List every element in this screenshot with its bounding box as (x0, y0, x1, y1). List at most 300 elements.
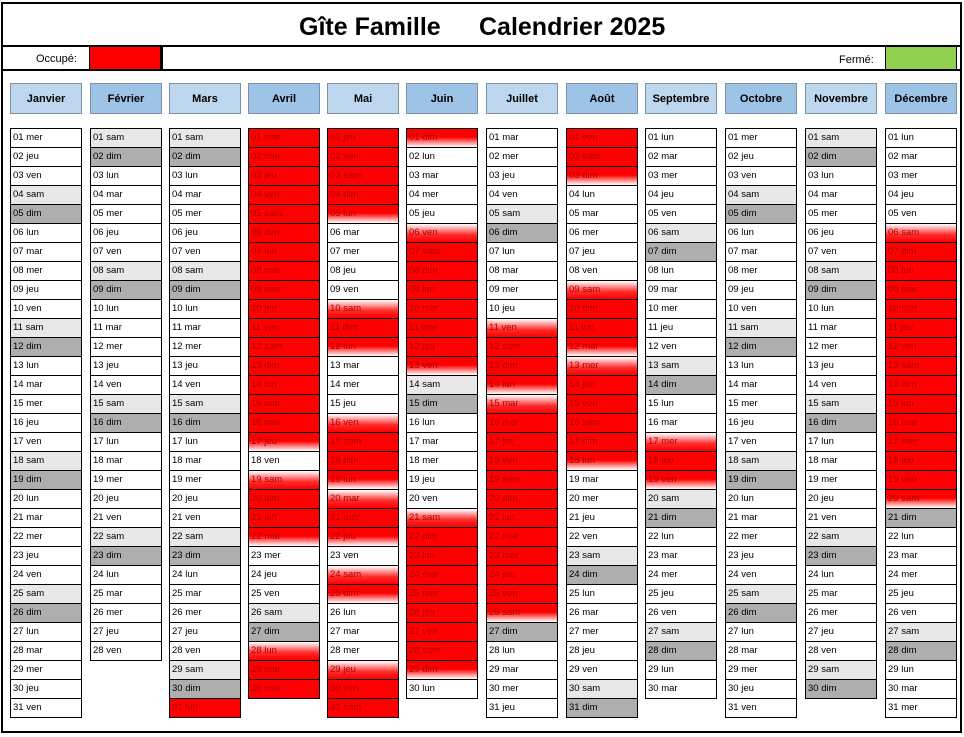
day-cell[interactable]: 01 lun (645, 129, 717, 148)
day-cell[interactable]: 11 mar (90, 319, 162, 338)
day-cell[interactable]: 02 dim (805, 148, 877, 167)
day-cell[interactable]: 16 mar (645, 414, 717, 433)
day-cell[interactable]: 09 mer (486, 281, 558, 300)
day-cell[interactable]: 17 jeu (486, 433, 558, 452)
day-cell[interactable]: 28 ven (90, 642, 162, 661)
day-cell[interactable]: 09 lun (406, 281, 478, 300)
day-cell[interactable]: 22 dim (406, 528, 478, 547)
day-cell[interactable]: 17 ven (10, 433, 82, 452)
day-cell[interactable]: 11 jeu (645, 319, 717, 338)
day-cell[interactable]: 06 jeu (805, 224, 877, 243)
day-cell[interactable]: 14 mar (725, 376, 797, 395)
day-cell[interactable]: 09 ven (327, 281, 399, 300)
day-cell[interactable]: 14 ven (169, 376, 241, 395)
day-cell[interactable]: 25 mar (90, 585, 162, 604)
day-cell[interactable]: 08 sam (169, 262, 241, 281)
day-cell[interactable]: 12 dim (725, 338, 797, 357)
day-cell[interactable]: 01 dim (406, 129, 478, 148)
day-cell[interactable]: 02 ven (327, 148, 399, 167)
day-cell[interactable]: 05 dim (725, 205, 797, 224)
day-cell[interactable]: 08 lun (885, 262, 957, 281)
day-cell[interactable]: 30 jeu (725, 680, 797, 699)
day-cell[interactable]: 19 mer (90, 471, 162, 490)
day-cell[interactable]: 01 lun (885, 129, 957, 148)
day-cell[interactable]: 23 jeu (725, 547, 797, 566)
day-cell[interactable]: 16 jeu (725, 414, 797, 433)
day-cell[interactable]: 18 ven (486, 452, 558, 471)
day-cell[interactable]: 30 lun (406, 680, 478, 699)
day-cell[interactable]: 10 lun (90, 300, 162, 319)
day-cell[interactable]: 29 ven (566, 661, 638, 680)
day-cell[interactable]: 19 jeu (406, 471, 478, 490)
day-cell[interactable]: 06 sam (885, 224, 957, 243)
day-cell[interactable]: 14 ven (90, 376, 162, 395)
day-cell[interactable]: 27 jeu (805, 623, 877, 642)
day-cell[interactable]: 31 lun (169, 699, 241, 718)
day-cell[interactable]: 13 jeu (90, 357, 162, 376)
day-cell[interactable]: 17 lun (169, 433, 241, 452)
day-cell[interactable]: 19 lun (327, 471, 399, 490)
day-cell[interactable]: 28 mar (10, 642, 82, 661)
day-cell[interactable]: 17 mer (885, 433, 957, 452)
day-cell[interactable]: 22 mer (725, 528, 797, 547)
day-cell[interactable]: 23 dim (169, 547, 241, 566)
day-cell[interactable]: 11 jeu (885, 319, 957, 338)
day-cell[interactable]: 22 jeu (327, 528, 399, 547)
day-cell[interactable]: 01 mar (486, 129, 558, 148)
day-cell[interactable]: 19 sam (486, 471, 558, 490)
day-cell[interactable]: 09 mer (248, 281, 320, 300)
day-cell[interactable]: 28 dim (645, 642, 717, 661)
day-cell[interactable]: 27 jeu (90, 623, 162, 642)
day-cell[interactable]: 10 ven (725, 300, 797, 319)
day-cell[interactable]: 20 mar (327, 490, 399, 509)
day-cell[interactable]: 29 mar (248, 661, 320, 680)
day-cell[interactable]: 12 sam (486, 338, 558, 357)
day-cell[interactable]: 09 sam (566, 281, 638, 300)
day-cell[interactable]: 12 mer (90, 338, 162, 357)
day-cell[interactable]: 05 ven (885, 205, 957, 224)
day-cell[interactable]: 08 jeu (327, 262, 399, 281)
day-cell[interactable]: 11 mar (805, 319, 877, 338)
day-cell[interactable]: 10 sam (327, 300, 399, 319)
day-cell[interactable]: 15 lun (885, 395, 957, 414)
day-cell[interactable]: 08 mar (248, 262, 320, 281)
day-cell[interactable]: 13 mer (566, 357, 638, 376)
day-cell[interactable]: 26 dim (725, 604, 797, 623)
day-cell[interactable]: 25 dim (327, 585, 399, 604)
day-cell[interactable]: 31 ven (725, 699, 797, 718)
day-cell[interactable]: 18 mar (90, 452, 162, 471)
day-cell[interactable]: 11 mar (169, 319, 241, 338)
day-cell[interactable]: 06 ven (406, 224, 478, 243)
day-cell[interactable]: 03 mar (406, 167, 478, 186)
day-cell[interactable]: 04 ven (248, 186, 320, 205)
day-cell[interactable]: 24 lun (805, 566, 877, 585)
day-cell[interactable]: 06 sam (645, 224, 717, 243)
day-cell[interactable]: 05 ven (645, 205, 717, 224)
day-cell[interactable]: 04 jeu (645, 186, 717, 205)
day-cell[interactable]: 18 lun (566, 452, 638, 471)
day-cell[interactable]: 12 lun (327, 338, 399, 357)
day-cell[interactable]: 10 mer (885, 300, 957, 319)
day-cell[interactable]: 16 lun (406, 414, 478, 433)
day-cell[interactable]: 22 mer (10, 528, 82, 547)
day-cell[interactable]: 21 dim (645, 509, 717, 528)
day-cell[interactable]: 02 mar (885, 148, 957, 167)
day-cell[interactable]: 09 dim (90, 281, 162, 300)
day-cell[interactable]: 01 sam (805, 129, 877, 148)
day-cell[interactable]: 10 mer (645, 300, 717, 319)
day-cell[interactable]: 25 ven (486, 585, 558, 604)
day-cell[interactable]: 04 sam (725, 186, 797, 205)
day-cell[interactable]: 12 ven (885, 338, 957, 357)
day-cell[interactable]: 05 lun (327, 205, 399, 224)
day-cell[interactable]: 19 mar (566, 471, 638, 490)
day-cell[interactable]: 15 mar (248, 395, 320, 414)
day-cell[interactable]: 13 lun (725, 357, 797, 376)
day-cell[interactable]: 06 lun (725, 224, 797, 243)
day-cell[interactable]: 20 jeu (169, 490, 241, 509)
day-cell[interactable]: 29 mar (486, 661, 558, 680)
day-cell[interactable]: 12 ven (645, 338, 717, 357)
day-cell[interactable]: 30 mer (486, 680, 558, 699)
day-cell[interactable]: 07 dim (645, 243, 717, 262)
day-cell[interactable]: 26 lun (327, 604, 399, 623)
day-cell[interactable]: 21 mar (10, 509, 82, 528)
day-cell[interactable]: 20 lun (10, 490, 82, 509)
day-cell[interactable]: 21 mer (327, 509, 399, 528)
day-cell[interactable]: 04 lun (566, 186, 638, 205)
day-cell[interactable]: 13 jeu (805, 357, 877, 376)
day-cell[interactable]: 21 lun (248, 509, 320, 528)
day-cell[interactable]: 27 dim (248, 623, 320, 642)
day-cell[interactable]: 08 lun (645, 262, 717, 281)
day-cell[interactable]: 07 sam (406, 243, 478, 262)
day-cell[interactable]: 27 mar (327, 623, 399, 642)
day-cell[interactable]: 17 lun (805, 433, 877, 452)
day-cell[interactable]: 30 mer (248, 680, 320, 699)
day-cell[interactable]: 03 ven (10, 167, 82, 186)
day-cell[interactable]: 07 jeu (566, 243, 638, 262)
day-cell[interactable]: 03 jeu (248, 167, 320, 186)
day-cell[interactable]: 02 mer (486, 148, 558, 167)
day-cell[interactable]: 18 sam (725, 452, 797, 471)
day-cell[interactable]: 25 sam (725, 585, 797, 604)
day-cell[interactable]: 12 sam (248, 338, 320, 357)
day-cell[interactable]: 02 jeu (10, 148, 82, 167)
day-cell[interactable]: 10 ven (10, 300, 82, 319)
day-cell[interactable]: 04 jeu (885, 186, 957, 205)
day-cell[interactable]: 31 ven (10, 699, 82, 718)
day-cell[interactable]: 28 dim (885, 642, 957, 661)
day-cell[interactable]: 04 ven (486, 186, 558, 205)
day-cell[interactable]: 21 ven (169, 509, 241, 528)
day-cell[interactable]: 27 lun (10, 623, 82, 642)
day-cell[interactable]: 01 sam (90, 129, 162, 148)
day-cell[interactable]: 13 sam (645, 357, 717, 376)
day-cell[interactable]: 28 sam (406, 642, 478, 661)
day-cell[interactable]: 24 mer (645, 566, 717, 585)
day-cell[interactable]: 03 dim (566, 167, 638, 186)
day-cell[interactable]: 12 mer (169, 338, 241, 357)
day-cell[interactable]: 08 sam (805, 262, 877, 281)
day-cell[interactable]: 07 mer (327, 243, 399, 262)
day-cell[interactable]: 25 lun (566, 585, 638, 604)
day-cell[interactable]: 07 ven (90, 243, 162, 262)
day-cell[interactable]: 26 ven (885, 604, 957, 623)
day-cell[interactable]: 24 mar (406, 566, 478, 585)
day-cell[interactable]: 27 jeu (169, 623, 241, 642)
day-cell[interactable]: 31 mer (885, 699, 957, 718)
day-cell[interactable]: 05 mer (90, 205, 162, 224)
day-cell[interactable]: 27 dim (486, 623, 558, 642)
day-cell[interactable]: 23 mar (645, 547, 717, 566)
day-cell[interactable]: 31 jeu (486, 699, 558, 718)
day-cell[interactable]: 15 mer (10, 395, 82, 414)
day-cell[interactable]: 24 mer (885, 566, 957, 585)
day-cell[interactable]: 03 mer (645, 167, 717, 186)
day-cell[interactable]: 06 dim (248, 224, 320, 243)
day-cell[interactable]: 06 dim (486, 224, 558, 243)
day-cell[interactable]: 25 mar (169, 585, 241, 604)
day-cell[interactable]: 15 lun (645, 395, 717, 414)
day-cell[interactable]: 13 sam (885, 357, 957, 376)
day-cell[interactable]: 28 mar (725, 642, 797, 661)
day-cell[interactable]: 21 jeu (566, 509, 638, 528)
day-cell[interactable]: 23 mer (486, 547, 558, 566)
day-cell[interactable]: 05 sam (486, 205, 558, 224)
day-cell[interactable]: 11 sam (10, 319, 82, 338)
day-cell[interactable]: 06 jeu (90, 224, 162, 243)
day-cell[interactable]: 15 mer (725, 395, 797, 414)
day-cell[interactable]: 20 sam (645, 490, 717, 509)
day-cell[interactable]: 28 lun (248, 642, 320, 661)
day-cell[interactable]: 11 ven (486, 319, 558, 338)
day-cell[interactable]: 20 jeu (805, 490, 877, 509)
day-cell[interactable]: 15 jeu (327, 395, 399, 414)
day-cell[interactable]: 16 mer (486, 414, 558, 433)
day-cell[interactable]: 05 jeu (406, 205, 478, 224)
day-cell[interactable]: 19 sam (248, 471, 320, 490)
day-cell[interactable]: 30 mar (645, 680, 717, 699)
day-cell[interactable]: 24 lun (169, 566, 241, 585)
day-cell[interactable]: 15 dim (406, 395, 478, 414)
day-cell[interactable]: 29 mer (725, 661, 797, 680)
day-cell[interactable]: 15 sam (169, 395, 241, 414)
day-cell[interactable]: 28 ven (805, 642, 877, 661)
day-cell[interactable]: 08 ven (566, 262, 638, 281)
day-cell[interactable]: 07 lun (486, 243, 558, 262)
day-cell[interactable]: 09 dim (805, 281, 877, 300)
day-cell[interactable]: 14 ven (805, 376, 877, 395)
day-cell[interactable]: 16 mer (248, 414, 320, 433)
day-cell[interactable]: 08 dim (406, 262, 478, 281)
day-cell[interactable]: 16 dim (90, 414, 162, 433)
day-cell[interactable]: 23 dim (90, 547, 162, 566)
day-cell[interactable]: 20 ven (406, 490, 478, 509)
day-cell[interactable]: 16 ven (327, 414, 399, 433)
day-cell[interactable]: 20 jeu (90, 490, 162, 509)
day-cell[interactable]: 27 sam (885, 623, 957, 642)
day-cell[interactable]: 13 lun (10, 357, 82, 376)
day-cell[interactable]: 27 sam (645, 623, 717, 642)
day-cell[interactable]: 09 mar (645, 281, 717, 300)
day-cell[interactable]: 09 jeu (725, 281, 797, 300)
day-cell[interactable]: 20 lun (725, 490, 797, 509)
day-cell[interactable]: 24 lun (90, 566, 162, 585)
day-cell[interactable]: 19 ven (645, 471, 717, 490)
day-cell[interactable]: 01 jeu (327, 129, 399, 148)
day-cell[interactable]: 29 dim (406, 661, 478, 680)
day-cell[interactable]: 10 jeu (486, 300, 558, 319)
day-cell[interactable]: 27 lun (725, 623, 797, 642)
day-cell[interactable]: 23 jeu (10, 547, 82, 566)
day-cell[interactable]: 04 dim (327, 186, 399, 205)
day-cell[interactable]: 24 jeu (486, 566, 558, 585)
day-cell[interactable]: 22 lun (645, 528, 717, 547)
day-cell[interactable]: 18 mar (805, 452, 877, 471)
day-cell[interactable]: 04 mar (805, 186, 877, 205)
day-cell[interactable]: 28 jeu (566, 642, 638, 661)
day-cell[interactable]: 12 dim (10, 338, 82, 357)
day-cell[interactable]: 29 lun (885, 661, 957, 680)
day-cell[interactable]: 05 dim (10, 205, 82, 224)
day-cell[interactable]: 25 mar (805, 585, 877, 604)
day-cell[interactable]: 16 dim (805, 414, 877, 433)
day-cell[interactable]: 07 lun (248, 243, 320, 262)
day-cell[interactable]: 07 dim (885, 243, 957, 262)
day-cell[interactable]: 24 sam (327, 566, 399, 585)
day-cell[interactable]: 14 mer (327, 376, 399, 395)
day-cell[interactable]: 13 dim (486, 357, 558, 376)
day-cell[interactable]: 01 ven (566, 129, 638, 148)
day-cell[interactable]: 29 jeu (327, 661, 399, 680)
day-cell[interactable]: 09 mar (885, 281, 957, 300)
day-cell[interactable]: 16 mar (885, 414, 957, 433)
day-cell[interactable]: 03 lun (90, 167, 162, 186)
day-cell[interactable]: 26 ven (645, 604, 717, 623)
day-cell[interactable]: 29 lun (645, 661, 717, 680)
day-cell[interactable]: 30 ven (327, 680, 399, 699)
day-cell[interactable]: 06 jeu (169, 224, 241, 243)
day-cell[interactable]: 01 mer (725, 129, 797, 148)
day-cell[interactable]: 03 lun (805, 167, 877, 186)
day-cell[interactable]: 26 mar (566, 604, 638, 623)
day-cell[interactable]: 05 mer (805, 205, 877, 224)
day-cell[interactable]: 22 sam (90, 528, 162, 547)
day-cell[interactable]: 22 mar (486, 528, 558, 547)
day-cell[interactable]: 26 mer (169, 604, 241, 623)
day-cell[interactable]: 17 sam (327, 433, 399, 452)
day-cell[interactable]: 16 sam (566, 414, 638, 433)
day-cell[interactable]: 30 mar (885, 680, 957, 699)
day-cell[interactable]: 14 dim (885, 376, 957, 395)
day-cell[interactable]: 21 mar (725, 509, 797, 528)
day-cell[interactable]: 23 mar (885, 547, 957, 566)
day-cell[interactable]: 25 mer (406, 585, 478, 604)
day-cell[interactable]: 31 sam (327, 699, 399, 718)
day-cell[interactable]: 24 ven (10, 566, 82, 585)
day-cell[interactable]: 31 dim (566, 699, 638, 718)
day-cell[interactable]: 24 jeu (248, 566, 320, 585)
day-cell[interactable]: 18 dim (327, 452, 399, 471)
day-cell[interactable]: 19 mer (805, 471, 877, 490)
day-cell[interactable]: 03 lun (169, 167, 241, 186)
day-cell[interactable]: 20 mer (566, 490, 638, 509)
day-cell[interactable]: 30 dim (169, 680, 241, 699)
day-cell[interactable]: 03 ven (725, 167, 797, 186)
day-cell[interactable]: 30 jeu (10, 680, 82, 699)
day-cell[interactable]: 23 dim (805, 547, 877, 566)
day-cell[interactable]: 12 mer (805, 338, 877, 357)
day-cell[interactable]: 04 sam (10, 186, 82, 205)
day-cell[interactable]: 16 jeu (10, 414, 82, 433)
day-cell[interactable]: 26 dim (10, 604, 82, 623)
day-cell[interactable]: 09 jeu (10, 281, 82, 300)
day-cell[interactable]: 10 lun (169, 300, 241, 319)
day-cell[interactable]: 26 mer (90, 604, 162, 623)
day-cell[interactable]: 08 mer (725, 262, 797, 281)
day-cell[interactable]: 08 mar (486, 262, 558, 281)
day-cell[interactable]: 22 sam (169, 528, 241, 547)
day-cell[interactable]: 12 mar (566, 338, 638, 357)
day-cell[interactable]: 26 sam (486, 604, 558, 623)
day-cell[interactable]: 17 dim (566, 433, 638, 452)
day-cell[interactable]: 17 jeu (248, 433, 320, 452)
day-cell[interactable]: 08 sam (90, 262, 162, 281)
day-cell[interactable]: 21 lun (486, 509, 558, 528)
day-cell[interactable]: 18 ven (248, 452, 320, 471)
day-cell[interactable]: 29 mer (10, 661, 82, 680)
day-cell[interactable]: 02 lun (406, 148, 478, 167)
day-cell[interactable]: 09 dim (169, 281, 241, 300)
day-cell[interactable]: 20 dim (248, 490, 320, 509)
day-cell[interactable]: 30 sam (566, 680, 638, 699)
day-cell[interactable]: 20 dim (486, 490, 558, 509)
day-cell[interactable]: 18 mer (406, 452, 478, 471)
day-cell[interactable]: 18 sam (10, 452, 82, 471)
day-cell[interactable]: 28 lun (486, 642, 558, 661)
day-cell[interactable]: 15 sam (90, 395, 162, 414)
day-cell[interactable]: 21 ven (90, 509, 162, 528)
day-cell[interactable]: 12 jeu (406, 338, 478, 357)
day-cell[interactable]: 16 dim (169, 414, 241, 433)
day-cell[interactable]: 18 jeu (645, 452, 717, 471)
day-cell[interactable]: 29 sam (169, 661, 241, 680)
day-cell[interactable]: 15 mar (486, 395, 558, 414)
day-cell[interactable]: 25 ven (248, 585, 320, 604)
day-cell[interactable]: 15 ven (566, 395, 638, 414)
day-cell[interactable]: 13 jeu (169, 357, 241, 376)
day-cell[interactable]: 11 ven (248, 319, 320, 338)
day-cell[interactable]: 17 lun (90, 433, 162, 452)
day-cell[interactable]: 17 mer (645, 433, 717, 452)
day-cell[interactable]: 22 mar (248, 528, 320, 547)
day-cell[interactable]: 14 jeu (566, 376, 638, 395)
day-cell[interactable]: 19 mer (169, 471, 241, 490)
day-cell[interactable]: 01 mer (10, 129, 82, 148)
day-cell[interactable]: 25 sam (10, 585, 82, 604)
day-cell[interactable]: 01 sam (169, 129, 241, 148)
day-cell[interactable]: 05 mer (169, 205, 241, 224)
day-cell[interactable]: 17 mar (406, 433, 478, 452)
day-cell[interactable]: 02 dim (90, 148, 162, 167)
day-cell[interactable]: 18 mar (169, 452, 241, 471)
day-cell[interactable]: 07 ven (805, 243, 877, 262)
day-cell[interactable]: 10 dim (566, 300, 638, 319)
day-cell[interactable]: 23 mer (248, 547, 320, 566)
